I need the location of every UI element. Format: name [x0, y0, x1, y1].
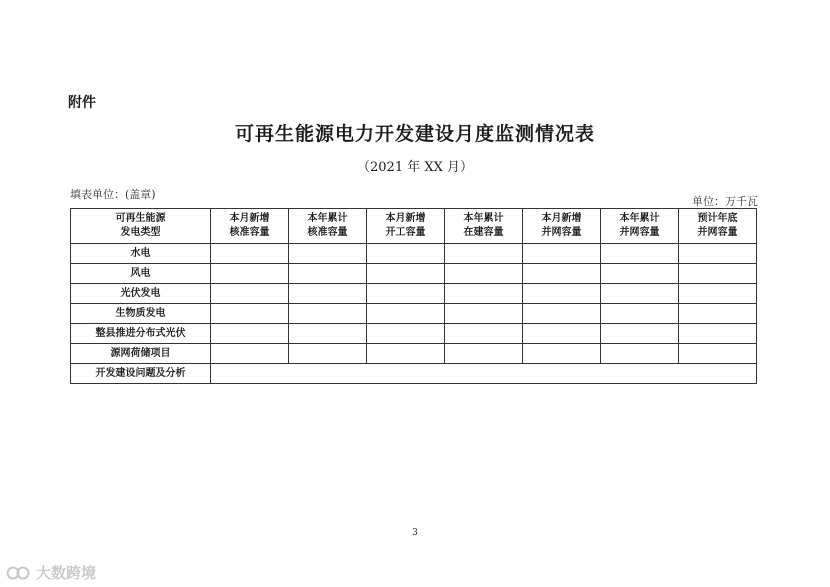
header-cell: [601, 209, 679, 244]
header-text: 并网容量: [697, 227, 738, 238]
header-text: 本月新增: [229, 213, 270, 224]
row-label: 源网荷储项目: [71, 344, 211, 364]
table-cell[interactable]: [367, 264, 445, 284]
header-text: 本月新增: [385, 213, 426, 224]
table-row: [71, 324, 757, 344]
table-cell[interactable]: [679, 324, 757, 344]
page-number: 3: [412, 528, 418, 538]
table-cell[interactable]: [679, 244, 757, 264]
header-text: 可再生能源: [115, 213, 166, 224]
table-cell[interactable]: [523, 344, 601, 364]
table-cell[interactable]: [211, 324, 289, 344]
table-cell[interactable]: [289, 264, 367, 284]
table-cell[interactable]: [367, 324, 445, 344]
header-text: 发电类型: [120, 227, 161, 238]
unit-label: 单位：万千瓦: [692, 195, 758, 208]
header-cell: [289, 209, 367, 244]
table-footer-row: [71, 364, 757, 384]
header-text: 本月新增: [541, 213, 582, 224]
watermark: [6, 562, 96, 583]
watermark-text: 大数跨境: [36, 564, 97, 582]
table-cell[interactable]: [211, 264, 289, 284]
attachment-label: 附件: [68, 95, 96, 111]
header-text: 并网容量: [541, 227, 582, 238]
table-cell[interactable]: [445, 344, 523, 364]
row-label-analysis: 开发建设问题及分析: [71, 364, 211, 384]
table-row: [71, 304, 757, 324]
table-cell[interactable]: [523, 304, 601, 324]
header-text: 核准容量: [229, 227, 270, 238]
analysis-cell[interactable]: [211, 364, 757, 384]
filler-unit-label: 填表单位：(盖章): [70, 188, 156, 201]
header-cell: [679, 209, 757, 244]
table-cell[interactable]: [445, 324, 523, 344]
table-cell[interactable]: [523, 284, 601, 304]
header-text: 并网容量: [619, 227, 660, 238]
table-cell[interactable]: [679, 284, 757, 304]
table-cell[interactable]: [211, 344, 289, 364]
table-cell[interactable]: [679, 344, 757, 364]
table-cell[interactable]: [211, 244, 289, 264]
table-cell[interactable]: [367, 244, 445, 264]
table-header-row: [71, 209, 757, 244]
table-cell[interactable]: [523, 264, 601, 284]
table-cell[interactable]: [289, 324, 367, 344]
table-cell[interactable]: [523, 244, 601, 264]
header-cell-type: [71, 209, 211, 244]
header-text: 本年累计: [307, 213, 348, 224]
header-text: 预计年底: [697, 213, 738, 224]
document-title: 可再生能源电力开发建设月度监测情况表: [234, 123, 595, 145]
table-cell[interactable]: [445, 244, 523, 264]
table-row: [71, 284, 757, 304]
header-text: 本年累计: [619, 213, 660, 224]
table-cell[interactable]: [211, 284, 289, 304]
table-cell[interactable]: [445, 284, 523, 304]
row-label: 光伏发电: [71, 284, 211, 304]
table-cell[interactable]: [289, 344, 367, 364]
monitoring-table: [70, 208, 757, 384]
header-cell: [211, 209, 289, 244]
table-cell[interactable]: [601, 284, 679, 304]
row-label: 水电: [71, 244, 211, 264]
table-cell[interactable]: [367, 284, 445, 304]
table-row: [71, 264, 757, 284]
watermark-logo-icon: [6, 564, 32, 582]
table-cell[interactable]: [679, 304, 757, 324]
table-cell[interactable]: [523, 324, 601, 344]
table-cell[interactable]: [445, 304, 523, 324]
header-text: 开工容量: [385, 227, 426, 238]
table-cell[interactable]: [289, 284, 367, 304]
row-label: 整县推进分布式光伏: [71, 324, 211, 344]
table-cell[interactable]: [601, 344, 679, 364]
header-text: 本年累计: [463, 213, 504, 224]
table-cell[interactable]: [601, 324, 679, 344]
table-cell[interactable]: [289, 244, 367, 264]
row-label: 风电: [71, 264, 211, 284]
header-cell: [445, 209, 523, 244]
document-subtitle: （2021 年 XX 月）: [357, 160, 473, 175]
row-label: 生物质发电: [71, 304, 211, 324]
table-cell[interactable]: [211, 304, 289, 324]
header-cell: [367, 209, 445, 244]
header-cell: [523, 209, 601, 244]
table-cell[interactable]: [367, 344, 445, 364]
header-text: 核准容量: [307, 227, 348, 238]
table-row: [71, 344, 757, 364]
table-cell[interactable]: [601, 264, 679, 284]
table-row: [71, 244, 757, 264]
table-cell[interactable]: [679, 264, 757, 284]
table-cell[interactable]: [289, 304, 367, 324]
table-cell[interactable]: [601, 244, 679, 264]
table-cell[interactable]: [601, 304, 679, 324]
table-cell[interactable]: [445, 264, 523, 284]
table-cell[interactable]: [367, 304, 445, 324]
header-text: 在建容量: [463, 227, 504, 238]
